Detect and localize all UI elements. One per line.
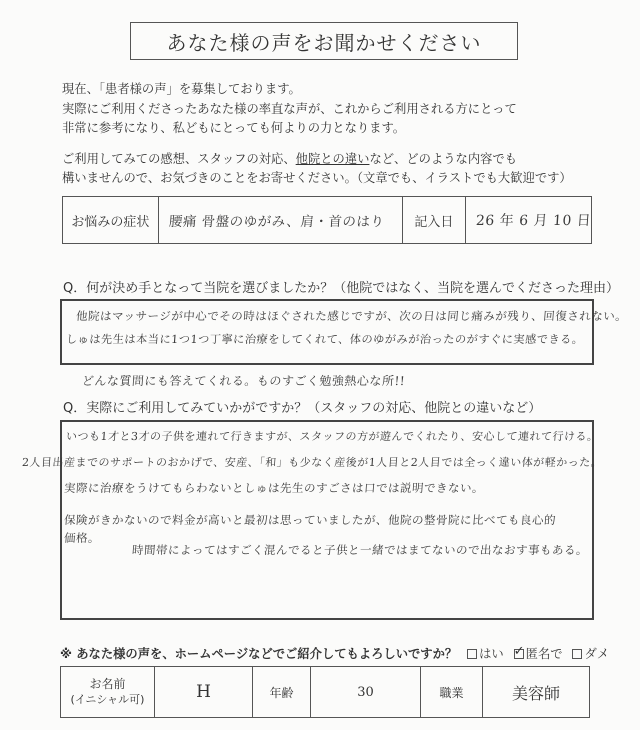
underlined-phrase: 他院との違い (295, 151, 370, 166)
checkbox-yes[interactable] (467, 649, 477, 659)
name-label: お名前 (イニシャル可) (61, 667, 155, 717)
question-2: Q．実際にご利用してみていかがですか？（スタッフの対応、他院との違いなど） (63, 401, 542, 416)
page-title: あなた様の声をお聞かせください (130, 22, 518, 60)
symptom-table (62, 196, 592, 244)
answer-line: どんな質問にも答えてくれる。ものすごく勉強熱心な所!! (81, 374, 406, 388)
intro-line: 非常に参考になり、私どもにとっても何よりの力となります。 (62, 121, 406, 135)
checkbox-anonymous[interactable] (514, 649, 524, 659)
answer-line: しゅは先生は本当に1つ1つ丁寧に治療をしてくれて、体のゆがみが治ったのがすぐに実感できる。 (65, 333, 584, 346)
question-1: Q．何が決め手となって当院を選びましたか？（他院ではなく、当院を選んでくださった理由） (63, 281, 619, 296)
answer-line: 他院はマッサージが中心でその時はほぐされた感じですが、次の日は同じ痛みが残り、回復されない。 (75, 309, 628, 323)
job-value[interactable]: 美容師 (511, 683, 560, 703)
intro-line: 構いませんので、お気づきのことをお寄せください。（文章でも、イラストでも大歓迎です） (62, 171, 572, 185)
answer-line: 保険がきかないので料金が高いと最初は思っていましたが、他院の整骨院に比べても良心的 (63, 513, 557, 527)
answer-line: いつも1才と3才の子供を連れて行きますが、スタッフの方が遊んでくれたり、安心して連れて行ける。 (65, 430, 599, 443)
date-value[interactable]: 26 年 6 月 10 日 (475, 213, 592, 229)
answer-2-box[interactable] (21, 420, 603, 620)
consent-option-no[interactable]: ダメ (572, 647, 609, 661)
symptom-label: お悩みの症状 (63, 197, 159, 243)
name-value[interactable]: H (155, 667, 253, 717)
consent-option-yes[interactable]: はい (467, 647, 504, 661)
age-label: 年齢 (253, 667, 311, 717)
info-table (60, 666, 590, 718)
job-label: 職業 (421, 667, 483, 717)
answer-line: 価格。 (63, 531, 101, 545)
answer-line: 2人目出産までのサポートのおかげで、安産、「和」も少なく産後が1人目と2人目では全っく違い体が軽かった。 (21, 456, 603, 469)
consent-question: ※ あなた様の声を、ホームページなどでご紹介してもよろしいですか？ はい ✓ 匿名で ダメ (60, 644, 609, 662)
symptom-value[interactable]: 腰痛 骨盤のゆがみ、肩・首のはり (159, 197, 403, 243)
intro-line: ご利用してみての感想、スタッフの対応、他院との違いなど、どのような内容でも (62, 151, 518, 166)
intro-line: 現在、「患者様の声」を募集しております。 (62, 82, 301, 96)
answer-line: 時間帯によってはすごく混んでると子供と一緒ではまてないので出なおす事もある。 (131, 543, 589, 557)
age-value[interactable]: 30 (311, 667, 421, 717)
checkbox-no[interactable] (572, 649, 582, 659)
intro-line: 実際にご利用くださったあなた様の率直な声が、これからご利用される方にとって (62, 101, 517, 116)
intro-text (62, 80, 602, 189)
answer-line: 実際に治療をうけてもらわないとしゅは先生のすごさは口では説明できない。 (63, 481, 485, 495)
consent-option-anonymous[interactable]: ✓ 匿名で (514, 647, 563, 661)
answer-1-box[interactable] (60, 299, 628, 365)
date-label: 記入日 (403, 197, 466, 243)
